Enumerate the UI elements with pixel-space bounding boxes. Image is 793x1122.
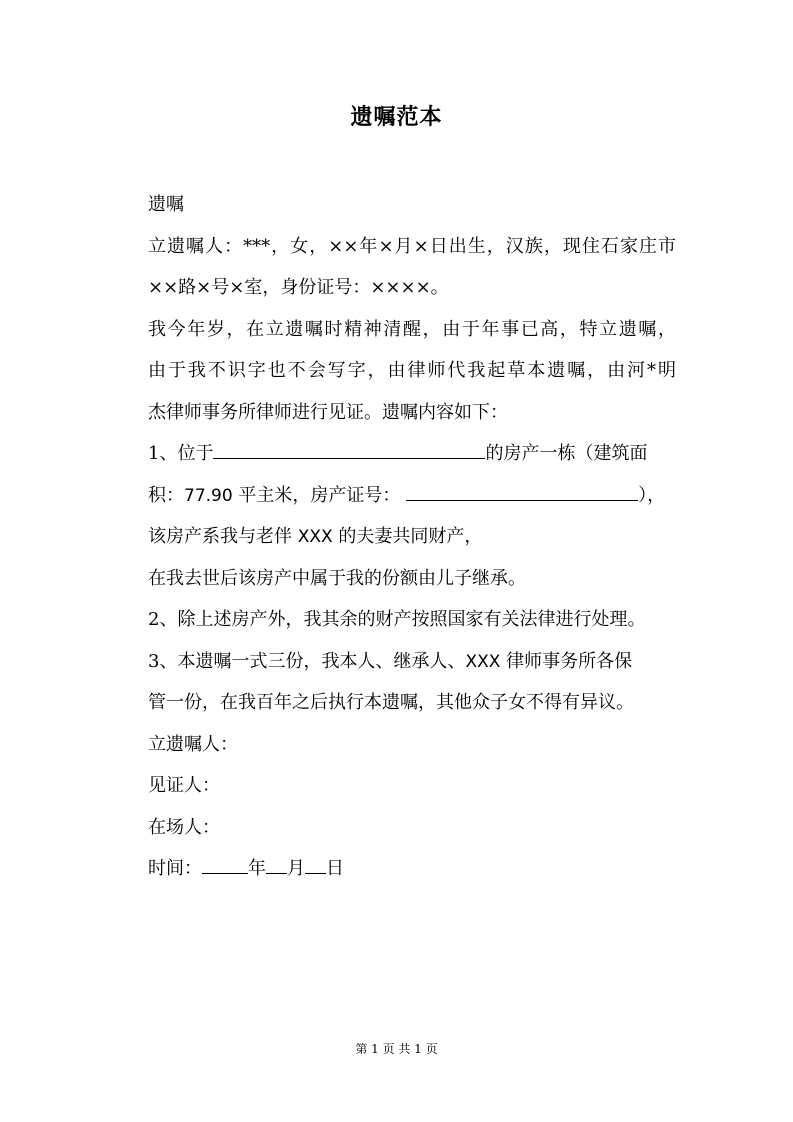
- item1-line-4: 在我去世后该房产中属于我的份额由儿子继承。: [148, 567, 526, 589]
- area-prefix: 积：: [148, 484, 184, 506]
- document-title: 遗嘱范本: [350, 104, 443, 130]
- month-blank: [266, 851, 287, 874]
- item1-line-2: [148, 475, 676, 517]
- para1-line-3: 杰律师事务所律师进行见证。遗嘱内容如下：: [148, 401, 508, 423]
- present-signature-label: 在场人：: [148, 816, 220, 838]
- date-label: 时间：: [148, 858, 202, 879]
- para1-line-2: 由于我不识字也不会写字，由律师代我起草本遗嘱，由河*明: [148, 360, 676, 381]
- item1-line-3: [148, 516, 676, 558]
- item3-b: 律师事务所各保: [500, 650, 633, 672]
- law-firm-name: XXX: [465, 651, 501, 672]
- area-value: 77.90: [184, 485, 233, 506]
- testator-signature-label: 立遗嘱人：: [148, 733, 238, 755]
- testator-line-1: 立遗嘱人：***，女，××年×月×日出生，汉族，现住石家庄市: [148, 235, 676, 257]
- heading: 遗嘱: [148, 194, 184, 215]
- witness-signature-label: 见证人：: [148, 775, 220, 796]
- year-label: 年: [248, 858, 266, 879]
- item1-line3-b: 的夫妻共同财产，: [332, 526, 483, 547]
- area-mid: 平主米，房产证号：: [232, 484, 401, 506]
- item3-line-2: 管一份，在我百年之后执行本遗嘱，其他众子女不得有异议。: [148, 692, 634, 713]
- item1-prefix: 1、位于: [148, 443, 214, 464]
- month-label: 月: [287, 858, 305, 879]
- para1-line-1: 我今年岁，在立遗嘱时精神清醒，由于年事已高，特立遗嘱，: [148, 318, 676, 340]
- address-blank: [213, 436, 485, 459]
- page-footer: 第 1 页 共 1 页: [355, 1042, 438, 1056]
- year-blank: [202, 851, 248, 874]
- item1-suffix: 的房产一栋（建筑面: [485, 443, 648, 464]
- day-label: 日: [326, 858, 344, 879]
- item3-a: 3、本遗嘱一式三份，我本人、继承人、: [148, 650, 466, 672]
- day-blank: [305, 851, 326, 874]
- spouse-name: XXX: [297, 527, 333, 547]
- item3-line-1: [148, 641, 676, 683]
- item1-line3-a: 该房产系我与老伴: [148, 526, 298, 547]
- certificate-blank: [406, 478, 638, 501]
- area-suffix: ），: [638, 484, 666, 506]
- date-line: [148, 848, 676, 890]
- testator-line-2: ××路×号×室，身份证号：××××。: [148, 277, 449, 298]
- document-body: [148, 184, 676, 890]
- item2-line: 2、除上述房产外，我其余的财产按照国家有关法律进行处理。: [148, 609, 646, 630]
- item1-line-1: [148, 433, 676, 475]
